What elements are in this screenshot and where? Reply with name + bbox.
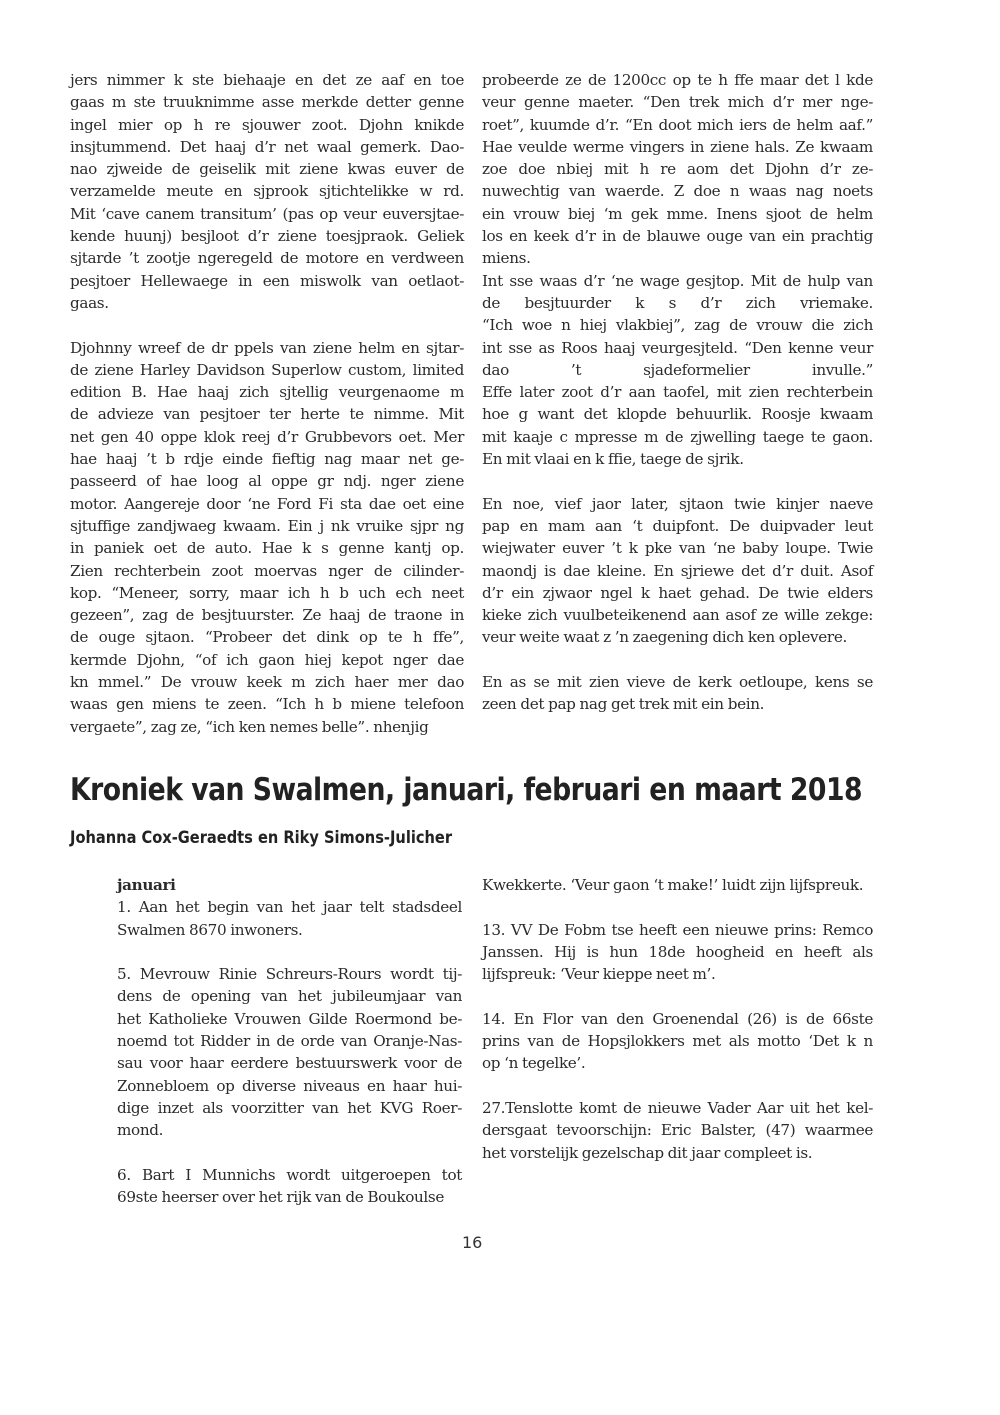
story-paragraph (482, 671, 873, 716)
text-line: op ‘n tegelke’. (482, 1054, 586, 1073)
text-line: de besjtuurder k s d’r zich vriemake. (482, 293, 873, 312)
story-paragraph (70, 69, 464, 314)
text-line: 14. En Flor van den Groenendal (26) is de 66ste (482, 1009, 873, 1028)
text-line: passeerd of hae loog al oppe gr ndj. nger ziene (70, 472, 464, 491)
chronicle-entry (482, 1097, 873, 1164)
text-line: jers nimmer k ste biehaaje en det ze aaf en toe (70, 71, 464, 89)
text-line: dige inzet als voorzitter van het KVG Roer- (117, 1098, 462, 1117)
text-line: Zonnebloem op diverse niveaus en haar hui- (117, 1076, 462, 1095)
text-line: noemd tot Ridder in de orde van Oranje-Nas- (117, 1032, 462, 1051)
chronicle-left-column (117, 874, 462, 1208)
chronicle-entry (482, 1008, 873, 1075)
text-line: dersgaat tevoorschijn: Eric Balster, (47) waarmee (482, 1121, 873, 1140)
story-left-column (70, 69, 464, 738)
text-line: Janssen. Hij is hun 18de hoogheid en heeft als (482, 942, 873, 961)
text-line: ein vrouw biej ‘m gek mme. Inens sjoot de helm (482, 204, 873, 223)
text-line: maondj is dae kleine. En sjriewe det d’r duit. Asof (482, 561, 873, 580)
text-line: sjtarde ’t zootje ngeregeld de motore en verdween (70, 249, 464, 268)
text-line: edition B. Hae haaj zich sjtellig veurgenaome m (70, 383, 464, 402)
text-line: kermde Djohn, “of ich gaon hiej kepot nger dae (70, 650, 464, 669)
text-line: Zien rechterbein zoot moervas nger de cilinder- (70, 561, 464, 580)
page-number: 16 (462, 1233, 483, 1252)
text-line: 5. Mevrouw Rinie Schreurs-Rours wordt tij- (117, 965, 462, 984)
text-line: Mit ‘cave canem transitum’ (pas op veur euversjtae- (70, 204, 464, 223)
text-line: En noe, vief jaor later, sjtaon twie kinjer naeve (482, 494, 873, 513)
chronicle-entry (482, 919, 873, 986)
text-line: pap en mam aan ‘t duipfont. De duipvader leut (482, 516, 873, 535)
text-line: waas gen miens te zeen. “Ich h b miene telefoon (70, 695, 464, 714)
text-line: zeen det pap nag get trek mit ein bein. (482, 695, 765, 714)
text-line: mit kaaje c mpresse m de zjwelling taege te gaon. (482, 427, 873, 446)
text-line: miens. (482, 249, 531, 268)
text-line: “Ich woe n hiej vlakbiej”, zag de vrouw die zich (482, 316, 873, 335)
text-line: mond. (117, 1121, 164, 1140)
text-line: nao zjweide de geiselik mit ziene kwas euver de (70, 160, 464, 179)
text-line: probeerde ze de 1200cc op te h ffe maar det l kde (482, 71, 873, 89)
chronicle-entry (117, 896, 462, 941)
text-line: net gen 40 oppe klok reej d’r Grubbevors oet. Mer (70, 427, 464, 446)
text-line: gaas. (70, 293, 109, 312)
text-line: de ziene Harley Davidson Superlow custom, limited (70, 360, 464, 379)
text-line: 6. Bart I Munnichs wordt uitgeroepen tot (117, 1165, 462, 1184)
text-line: ingel mier op h re sjouwer zoot. Djohn knikde (70, 115, 464, 134)
text-line: dens de opening van het jubileumjaar van (117, 987, 462, 1006)
chronicle-entry (117, 963, 462, 1141)
text-line: gaas m ste truuknimme asse merkde detter genne (70, 93, 464, 112)
text-line: sjtuffige zandjwaeg kwaam. Ein j nk vruike sjpr ng (70, 516, 464, 535)
story-paragraph (482, 69, 873, 470)
text-line: En as se mit zien vieve de kerk oetloupe, kens se (482, 673, 873, 692)
text-line: nuwechtig van waerde. Z doe n waas nag noets (482, 182, 873, 201)
story-right-column (482, 69, 873, 716)
text-line: wiejwater euver ’t k pke van ‘ne baby loupe. Twie (482, 539, 873, 558)
month-heading: januari (117, 876, 176, 894)
text-line: kende huunj) besjloot d’r ziene toesjpraok. Geliek (70, 227, 464, 246)
text-line: kn mmel.” De vrouw keek m zich haer mer dao (70, 673, 464, 692)
article-title: Kroniek van Swalmen, januari, februari en maart 2018 (70, 772, 863, 808)
article-authors: Johanna Cox-Geraedts en Riky Simons-Julicher (70, 828, 453, 848)
chronicle-entry (117, 1164, 462, 1209)
text-line: Hae veulde werme vingers in ziene hals. Ze kwaam (482, 137, 873, 156)
text-line: Effe later zoot d’r aan taofel, mit zien rechterbein (482, 383, 873, 402)
text-line: zoe doe nbiej mit h re aom det Djohn d’r ze- (482, 160, 873, 179)
story-paragraph (70, 337, 464, 738)
text-line: de advieze van pesjtoer ter herte te nimme. Mit (70, 405, 464, 424)
text-line: 69ste heerser over het rijk van de Boukoulse (117, 1188, 445, 1207)
text-line: insjtummend. Det haaj d’r net waal gemerk. Dao- (70, 137, 464, 156)
text-line: hae haaj ’t b rdje einde fieftig nag maar net ge- (70, 450, 464, 469)
text-line: dao ’t sjadeformelier invulle.” (482, 360, 873, 379)
chronicle-right-column (482, 874, 873, 1164)
text-line: verzamelde meute en sjprook sjtichtelikke w rd. (70, 182, 464, 201)
text-line: kop. “Meneer, sorry, maar ich h b uch ech neet (70, 583, 464, 602)
text-line: hoe g want det klopde behuurlik. Roosje kwaam (482, 405, 873, 424)
text-line: vergaete”, zag ze, “ich ken nemes belle”. nhenjig (70, 717, 429, 736)
text-line: veur genne maeter. “Den trek mich d’r mer nge- (482, 93, 873, 112)
text-line: Kwekkerte. ‘Veur gaon ‘t make!’ luidt zijn lijfspreuk. (482, 876, 864, 894)
text-line: gezeen”, zag de besjtuurster. Ze haaj de traone in (70, 606, 464, 625)
text-line: Djohnny wreef de dr ppels van ziene helm en sjtar- (70, 338, 464, 357)
text-line: het Katholieke Vrouwen Gilde Roermond be- (117, 1009, 462, 1028)
text-line: 1. Aan het begin van het jaar telt stadsdeel (117, 898, 462, 917)
text-line: En mit vlaai en k ffie, taege de sjrik. (482, 450, 744, 469)
text-line: Int sse waas d’r ‘ne wage gesjtop. Mit de hulp van (482, 271, 873, 290)
text-line: 27.Tenslotte komt de nieuwe Vader Aar uit het kel- (482, 1098, 873, 1117)
text-line: 13. VV De Fobm tse heeft een nieuwe prins: Remco (482, 920, 873, 939)
text-line: pesjtoer Hellewaege in een miswolk van oetlaot- (70, 271, 464, 290)
text-line: Swalmen 8670 inwoners. (117, 920, 303, 939)
text-line: lijfspreuk: ‘Veur kieppe neet m’. (482, 965, 716, 984)
text-line: het vorstelijk gezelschap dit jaar compleet is. (482, 1143, 813, 1162)
text-line: roet”, kuumde d’r. “En doot mich iers de helm aaf.” (482, 115, 873, 134)
text-line: d’r ein zjwaor ngel k haet gehad. De twie elders (482, 583, 873, 602)
text-line: los en keek d’r in de blauwe ouge van ein prachtig (482, 227, 873, 246)
story-paragraph (482, 493, 873, 649)
text-line: de ouge sjtaon. “Probeer det dink op te h ffe”, (70, 628, 464, 647)
text-line: kieke zich vuulbeteikenend aan asof ze wille zekge: (482, 606, 873, 625)
text-line: prins van de Hopsjlokkers met als motto ‘Det k n (482, 1032, 873, 1051)
text-line: veur weite waat z ’n zaegening dich ken oplevere. (482, 628, 847, 647)
text-line: sau voor haar eerdere bestuurswerk voor de (117, 1054, 462, 1073)
text-line: int sse as Roos haaj veurgesjteld. “Den kenne veur (482, 338, 873, 357)
chronicle-entry (482, 874, 873, 896)
text-line: motor. Aangereje door ‘ne Ford Fi sta dae oet eine (70, 494, 464, 513)
text-line: in paniek oet de auto. Hae k s genne kantj op. (70, 539, 464, 558)
